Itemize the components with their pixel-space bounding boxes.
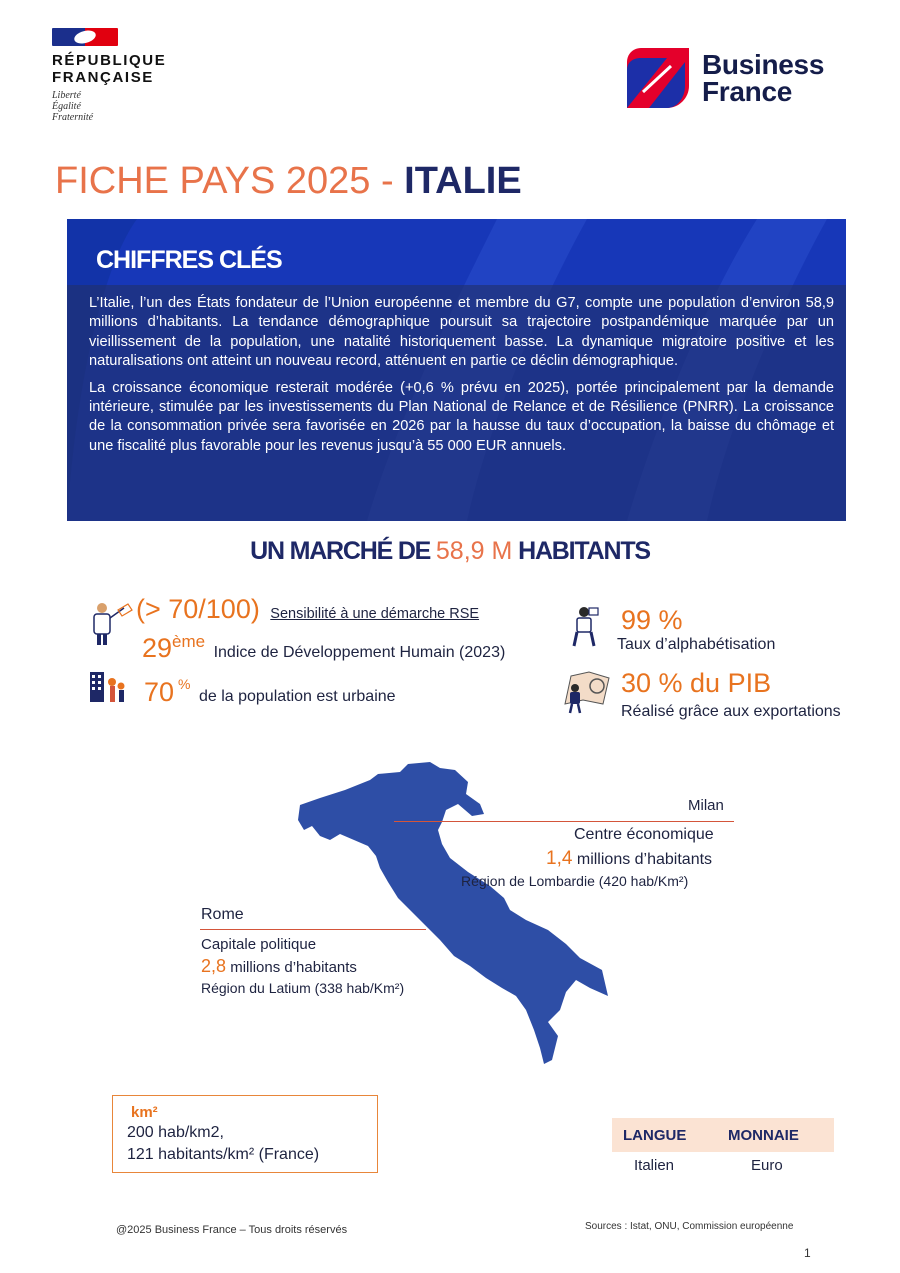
density-unit: km² — [131, 1104, 158, 1121]
market-prefix: UN MARCHÉ DE — [250, 537, 436, 565]
urban-superscript: % — [178, 676, 191, 692]
business-france-logo — [627, 48, 847, 110]
idh-value: 29 — [142, 633, 173, 663]
italy-map — [290, 760, 620, 1070]
language-heading: LANGUE — [623, 1127, 687, 1144]
title-main: FICHE PAYS 2025 - — [55, 160, 405, 202]
bf-word-business: Business — [702, 49, 825, 80]
page-title — [55, 157, 522, 205]
rome-divider — [200, 929, 426, 930]
footer-copyright: @2025 Business France – Tous droits réservés — [116, 1224, 348, 1236]
key-figures-paragraph-2: La croissance économique resterait modérée (+0,6 % prévu en 2025), portée principalement par la demande intérieure, stimulée par les investissements du Plan National de Relance et de Résilience (PNRR). La croissance de la consommation privée sera favorisée en 2026 par la hausse du taux d’occupation, la baisse du chômage et une fiscalité plus favorable pour les revenus jusqu’à 55 000 EUR annuels. — [89, 379, 834, 454]
rome-region: Région du Latium (338 hab/Km²) — [201, 980, 405, 996]
currency-heading: MONNAIE — [728, 1127, 799, 1144]
key-figures-paragraph-1: L’Italie, l’un des États fondateur de l’Union européenne et membre du G7, compte une population d’environ 58,9 millions d’habitants. La tendance démographique poursuit sa trajectoire postpandémique marquée par un vieillissement de la population, une natalité historiquement basse. La dynamique migratoire positive et les naturalisations ont atteint un nouveau record, atténuent en partie ce déclin démographique. — [89, 295, 834, 370]
exports-value: 30 % du PIB — [621, 668, 772, 698]
language-currency-header — [612, 1118, 834, 1152]
key-figures-heading: CHIFFRES CLÉS — [96, 246, 282, 274]
rf-motto-liberte: Liberté — [52, 90, 81, 101]
currency-value: Euro — [751, 1157, 783, 1174]
market-heading — [0, 534, 900, 568]
business-france-mark-icon — [627, 48, 689, 108]
student-reading-icon — [571, 604, 601, 648]
idh-label: Indice de Développement Humain (2023) — [213, 644, 506, 661]
rse-stat — [136, 594, 479, 624]
milan-pop-label: millions d’habitants — [572, 851, 713, 868]
density-box — [112, 1095, 378, 1173]
marianne-flag-icon — [52, 28, 118, 46]
bf-word-france: France — [702, 76, 793, 107]
literacy-label: Taux d’alphabétisation — [617, 636, 776, 653]
milan-name: Milan — [688, 797, 724, 814]
market-suffix: HABITANTS — [512, 537, 650, 565]
key-figures-panel — [67, 219, 846, 521]
rome-role: Capitale politique — [201, 936, 317, 953]
rf-name-line2: FRANÇAISE — [52, 69, 154, 86]
idh-stat — [142, 632, 505, 663]
milan-population — [546, 848, 712, 870]
city-buildings-icon — [88, 668, 128, 704]
business-france-wordmark — [702, 51, 824, 105]
milan-divider — [394, 821, 734, 822]
rome-pop-value: 2,8 — [201, 956, 227, 976]
idh-superscript: ème — [172, 632, 206, 651]
rome-pop-label: millions d’habitants — [226, 959, 357, 976]
exports-label: Réalisé grâce aux exportations — [621, 703, 841, 720]
milan-role: Centre économique — [574, 826, 714, 843]
language-value: Italien — [634, 1157, 675, 1174]
presenter-icon — [88, 600, 134, 646]
footer-sources: Sources : Istat, ONU, Commission européenne — [585, 1221, 794, 1232]
rf-motto — [52, 90, 222, 123]
key-figures-text — [89, 294, 834, 463]
urban-label: de la population est urbaine — [198, 688, 396, 705]
density-italy: 200 hab/km2, — [127, 1124, 224, 1141]
market-value: 58,9 M — [435, 537, 513, 565]
page-number: 1 — [804, 1246, 811, 1260]
density-france: 121 habitants/km² (France) — [127, 1146, 320, 1163]
rf-name-line1: RÉPUBLIQUE — [52, 52, 167, 69]
rse-label: Sensibilité à une démarche RSE — [270, 606, 480, 622]
title-country: ITALIE — [404, 160, 522, 202]
rf-motto-egalite: Égalité — [52, 101, 81, 112]
milan-region: Région de Lombardie (420 hab/Km²) — [461, 873, 689, 889]
republique-francaise-logo — [52, 28, 222, 123]
map-book-icon — [563, 670, 611, 714]
urban-stat — [144, 676, 396, 707]
urban-value: 70 — [144, 677, 175, 707]
rse-value: (> 70/100) — [136, 594, 260, 624]
milan-pop-value: 1,4 — [546, 848, 573, 869]
rome-name: Rome — [201, 906, 244, 923]
literacy-value: 99 % — [621, 605, 683, 635]
rome-population — [201, 956, 357, 977]
rf-motto-fraternite: Fraternité — [52, 112, 94, 123]
